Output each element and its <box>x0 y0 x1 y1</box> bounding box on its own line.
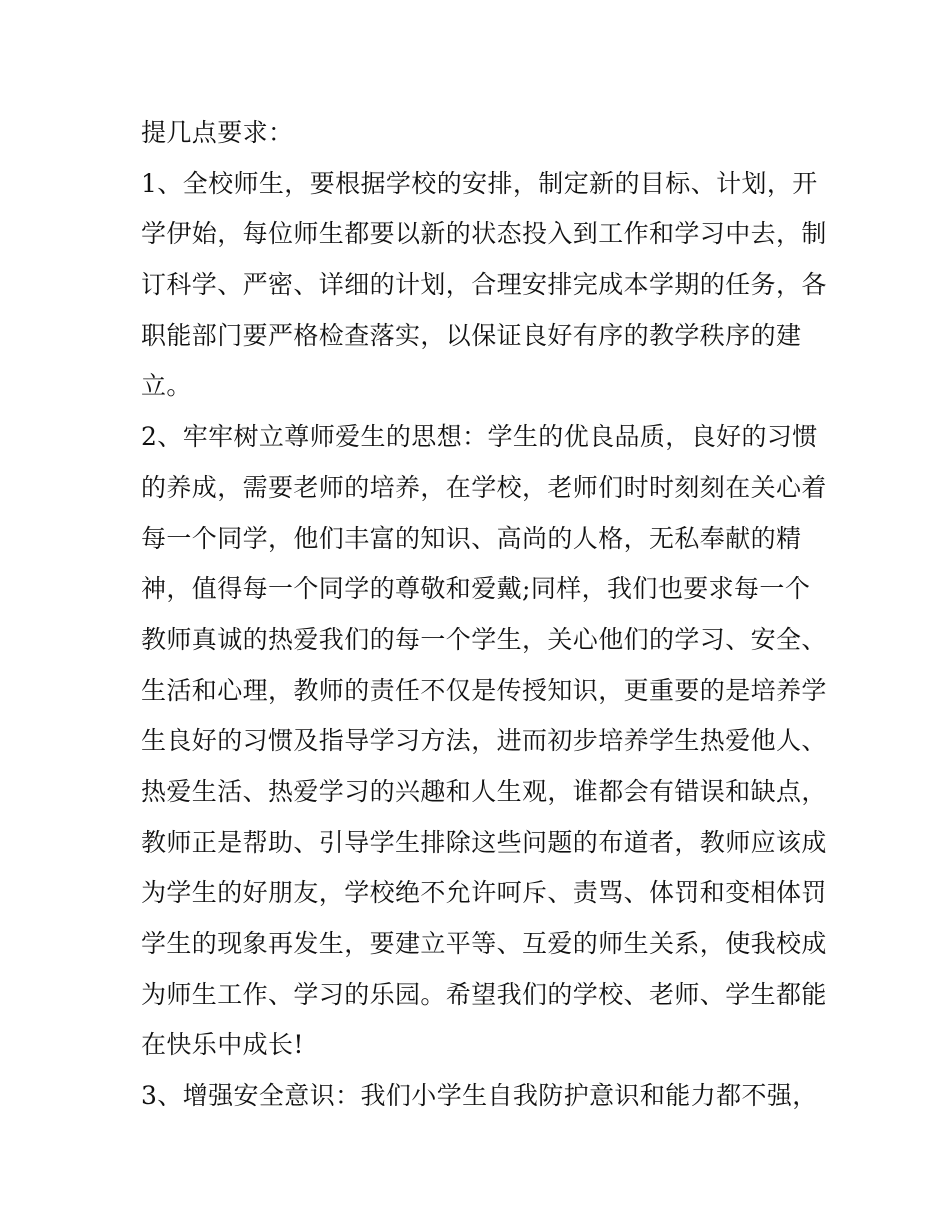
paragraph-line: 在快乐中成长! <box>141 1030 304 1060</box>
requirement-item-3 <box>141 1071 821 1122</box>
paragraph-line: 生良好的习惯及指导学习方法，进而初步培养学生热爱他人、 <box>141 726 827 756</box>
paragraph-line: 每一个同学，他们丰富的知识、高尚的人格，无私奉献的精 <box>141 523 802 553</box>
paragraph-line: 3、增强安全意识：我们小学生自我防护意识和能力都不强， <box>141 1081 818 1111</box>
section-heading: 提几点要求： <box>141 118 294 147</box>
paragraph-line: 生活和心理，教师的责任不仅是传授知识，更重要的是培养学 <box>141 675 827 705</box>
requirement-item-2 <box>141 412 827 1071</box>
paragraph-line: 为师生工作、学习的乐园。希望我们的学校、老师、学生都能 <box>141 979 827 1009</box>
paragraph-line: 立。 <box>141 371 192 401</box>
paragraph-line: 的养成，需要老师的培养，在学校，老师们时时刻刻在关心着 <box>141 472 827 502</box>
paragraph-line: 学生的现象再发生，要建立平等、互爱的师生关系，使我校成 <box>141 929 827 958</box>
paragraph-line: 教师真诚的热爱我们的每一个学生，关心他们的学习、安全、 <box>141 624 827 654</box>
paragraph-line: 订科学、严密、详细的计划，合理安排完成本学期的任务，各 <box>141 270 827 300</box>
paragraph-line: 学伊始，每位师生都要以新的状态投入到工作和学习中去，制 <box>141 219 827 249</box>
paragraph-line: 教师正是帮助、引导学生排除这些问题的布道者，教师应该成 <box>141 827 827 857</box>
document-body <box>141 108 827 1122</box>
paragraph-line: 热爱生活、热爱学习的兴趣和人生观，谁都会有错误和缺点， <box>141 776 827 806</box>
paragraph-line: 为学生的好朋友，学校绝不允许呵斥、责骂、体罚和变相体罚 <box>141 878 827 908</box>
paragraph-line: 1、全校师生，要根据学校的安排，制定新的目标、计划，开 <box>141 168 818 198</box>
paragraph-line: 2、牢牢树立尊师爱生的思想：学生的优良品质，良好的习惯 <box>141 422 818 452</box>
paragraph-line: 神，值得每一个同学的尊敬和爱戴;同样，我们也要求每一个 <box>141 574 811 604</box>
requirement-item-1 <box>141 159 827 412</box>
paragraph-line: 职能部门要严格检查落实，以保证良好有序的教学秩序的建 <box>141 320 802 350</box>
